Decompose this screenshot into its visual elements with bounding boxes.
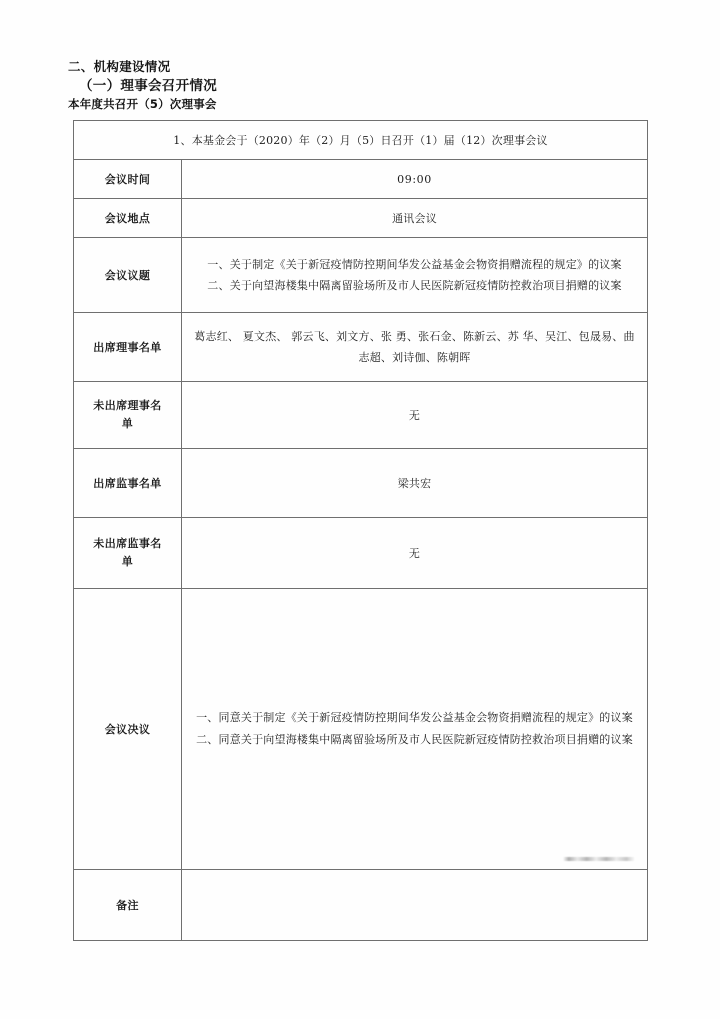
table-row xyxy=(74,160,648,199)
meeting-agenda-value: 一、关于制定《关于新冠疫情防控期间华发公益基金会物资捐赠流程的规定》的议案 二、关于向望海楼集中隔离留验场所及市人民医院新冠疫情防控救治项目捐赠的议案 xyxy=(182,238,648,313)
remark-label: 备注 xyxy=(74,870,182,941)
subsection-heading: （一）理事会召开情况 xyxy=(79,78,217,94)
absent-supervisors-value: 无 xyxy=(182,518,648,589)
table-row xyxy=(74,238,648,313)
absent-directors-label-line1: 未出席理事名 xyxy=(93,399,162,412)
absent-supervisors-label-line1: 未出席监事名 xyxy=(93,537,162,550)
absent-supervisors-label xyxy=(74,518,182,589)
absent-directors-value: 无 xyxy=(182,382,648,449)
table-row xyxy=(74,121,648,160)
section-heading: 二、机构建设情况 xyxy=(68,59,171,74)
absent-directors-label xyxy=(74,382,182,449)
table-row xyxy=(74,313,648,382)
table-row xyxy=(74,870,648,941)
meeting-count-summary: 本年度共召开（5）次理事会 xyxy=(68,97,217,111)
table-row xyxy=(74,382,648,449)
attending-directors-label: 出席理事名单 xyxy=(74,313,182,382)
page-headings xyxy=(68,58,648,113)
table-row xyxy=(74,449,648,518)
absent-supervisors-label-line2: 单 xyxy=(121,555,134,568)
attending-directors-value: 葛志红、 夏文杰、 郭云飞、刘文方、张 勇、张石金、陈新云、苏 华、吴江、包晟易、曲志超、刘诗伽、陈朝晖 xyxy=(182,313,648,382)
remark-value xyxy=(182,870,648,941)
table-row xyxy=(74,518,648,589)
meeting-place-value: 通讯会议 xyxy=(182,199,648,238)
meeting-time-label: 会议时间 xyxy=(74,160,182,199)
meeting-place-label: 会议地点 xyxy=(74,199,182,238)
meeting-title-cell: 1、本基金会于（2020）年（2）月（5）日召开（1）届（12）次理事会议 xyxy=(74,121,648,160)
absent-directors-label-line2: 单 xyxy=(121,417,134,430)
meeting-resolution-value: 一、同意关于制定《关于新冠疫情防控期间华发公益基金会物资捐赠流程的规定》的议案 二、同意关于向望海楼集中隔离留验场所及市人民医院新冠疫情防控救治项目捐赠的议案 xyxy=(182,589,648,870)
meeting-agenda-label: 会议议题 xyxy=(74,238,182,313)
table-row xyxy=(74,589,648,870)
table-row xyxy=(74,199,648,238)
board-meeting-table xyxy=(73,120,648,941)
attending-supervisors-label: 出席监事名单 xyxy=(74,449,182,518)
attending-supervisors-value: 梁共宏 xyxy=(182,449,648,518)
meeting-time-value: 09:00 xyxy=(182,160,648,199)
meeting-resolution-label: 会议决议 xyxy=(74,589,182,870)
